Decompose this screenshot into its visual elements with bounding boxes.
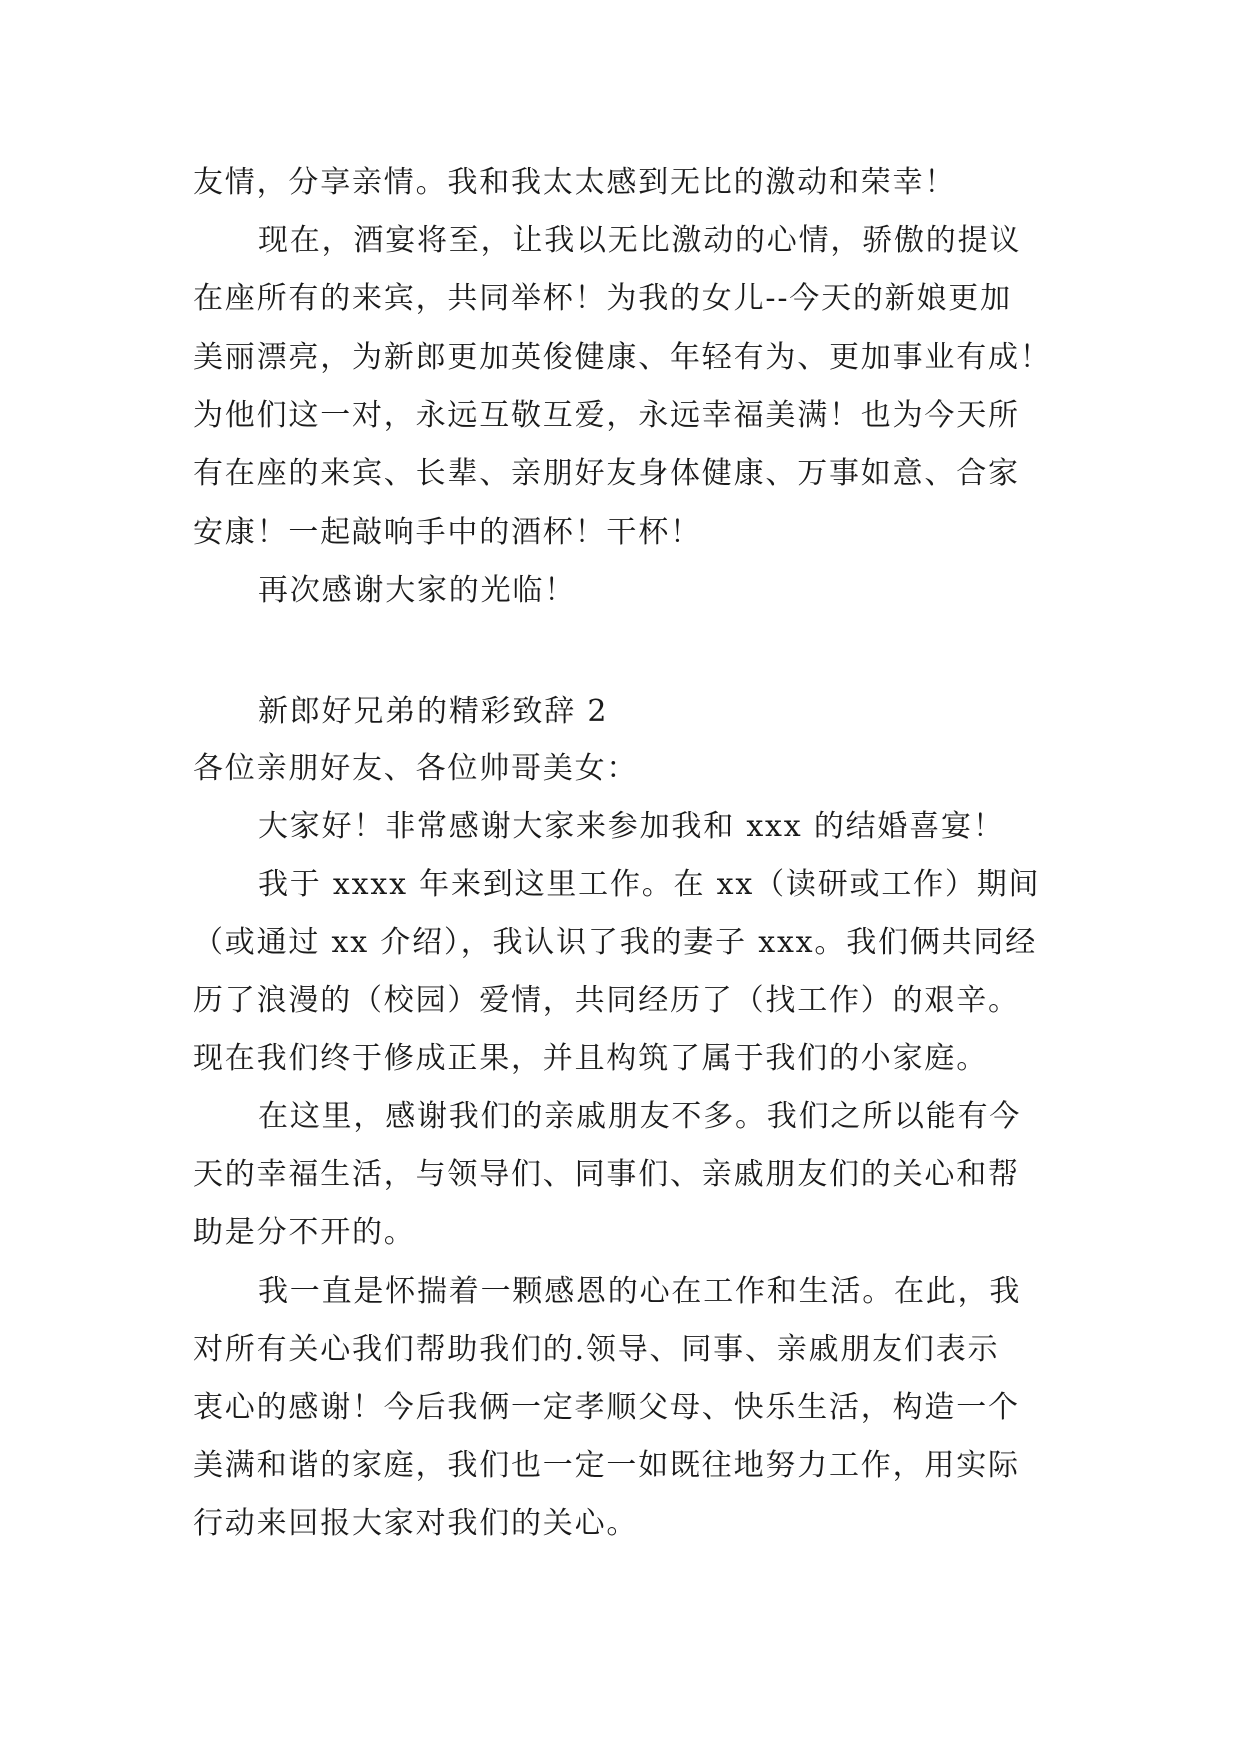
text-line: 有在座的来宾、长辈、亲朋好友身体健康、万事如意、合家 xyxy=(193,456,1020,491)
text-line: 在座所有的来宾，共同举杯！为我的女儿--今天的新娘更加 xyxy=(193,281,1012,316)
text-line: 安康！一起敲响手中的酒杯！干杯！ xyxy=(193,515,702,550)
text-line: 助是分不开的。 xyxy=(193,1215,416,1250)
text-line: 我一直是怀揣着一颗感恩的心在工作和生活。在此，我 xyxy=(258,1274,1022,1309)
text-line: 在这里，感谢我们的亲戚朋友不多。我们之所以能有今 xyxy=(258,1099,1022,1134)
text-line: 对所有关心我们帮助我们的.领导、同事、亲戚朋友们表示 xyxy=(193,1332,1000,1367)
text-line: 历了浪漫的（校园）爱情，共同经历了（找工作）的艰辛。 xyxy=(193,983,1020,1018)
text-line: 行动来回报大家对我们的关心。 xyxy=(193,1506,639,1541)
text-line: 现在，酒宴将至，让我以无比激动的心情，骄傲的提议 xyxy=(258,223,1022,258)
text-line: 衷心的感谢！今后我俩一定孝顺父母、快乐生活，构造一个 xyxy=(193,1390,1020,1425)
text-line: 美满和谐的家庭，我们也一定一如既往地努力工作，用实际 xyxy=(193,1448,1020,1483)
section-heading: 新郎好兄弟的精彩致辞 2 xyxy=(258,694,609,729)
text-line: 天的幸福生活，与领导们、同事们、亲戚朋友们的关心和帮 xyxy=(193,1157,1020,1192)
text-line: 再次感谢大家的光临！ xyxy=(258,573,576,608)
text-line: 现在我们终于修成正果，并且构筑了属于我们的小家庭。 xyxy=(193,1041,988,1076)
salutation: 各位亲朋好友、各位帅哥美女： xyxy=(193,751,639,786)
text-line: （或通过 xx 介绍），我认识了我的妻子 xxx。我们俩共同经 xyxy=(193,925,1038,960)
text-line: 为他们这一对，永远互敬互爱，永远幸福美满！也为今天所 xyxy=(193,398,1020,433)
text-line: 友情，分享亲情。我和我太太感到无比的激动和荣幸！ xyxy=(193,165,957,200)
text-line: 美丽漂亮，为新郎更加英俊健康、年轻有为、更加事业有成！ xyxy=(193,340,1052,375)
text-line: 我于 xxxx 年来到这里工作。在 xx（读研或工作）期间 xyxy=(258,867,1041,902)
text-line: 大家好！非常感谢大家来参加我和 xxx 的结婚喜宴！ xyxy=(258,809,1005,844)
